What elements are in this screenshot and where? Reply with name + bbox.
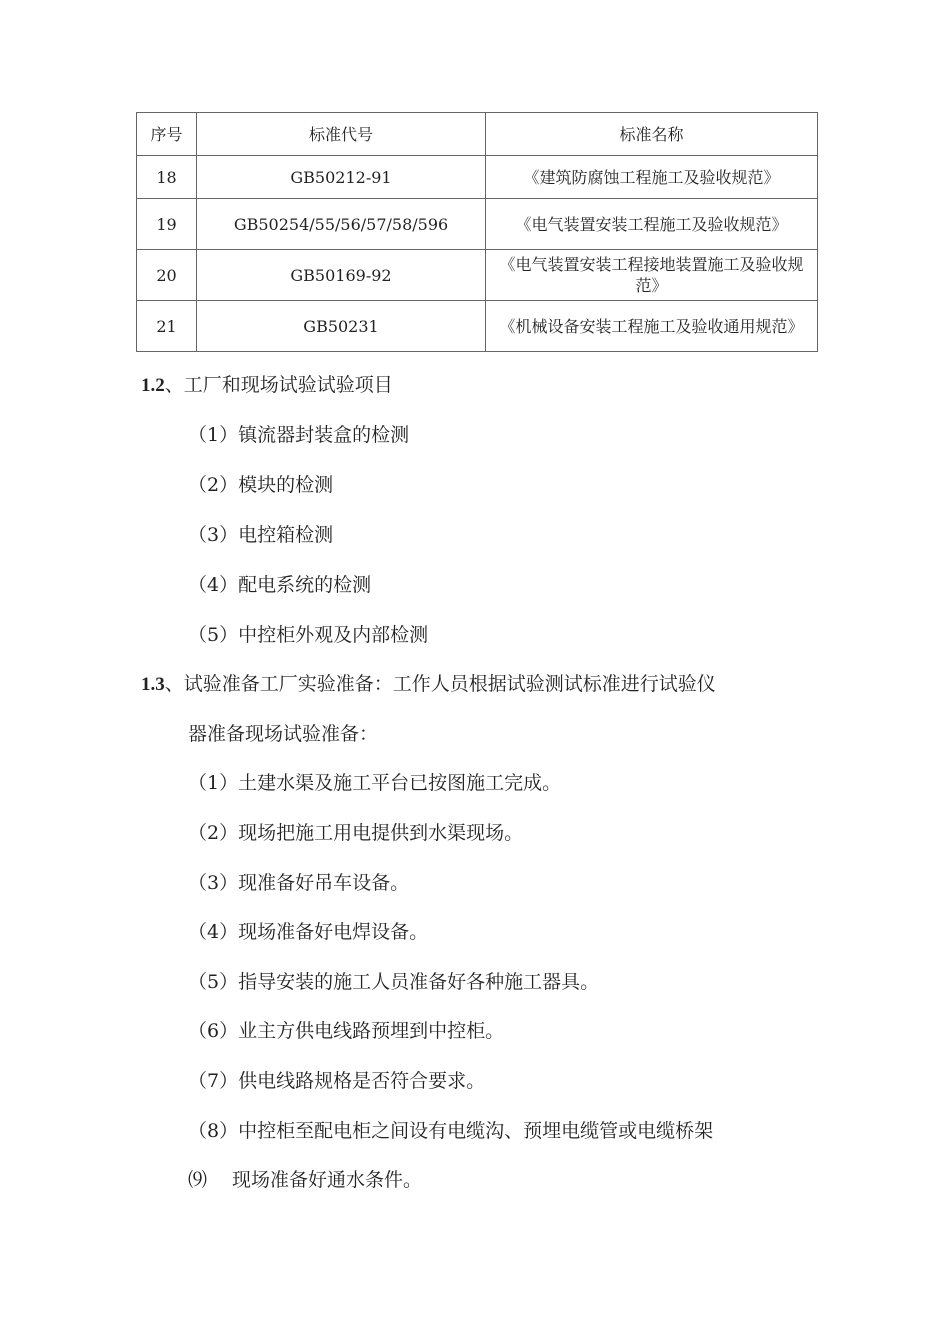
header-name: 标准名称 xyxy=(486,113,818,156)
section-1-3-heading xyxy=(141,671,716,698)
cell-name: 《机械设备安装工程施工及验收通用规范》 xyxy=(486,301,818,352)
section-title: 、试验准备工厂实验准备：工作人员根据试验测试标准进行试验仪 xyxy=(164,673,716,695)
section-title-continued: 器准备现场试验准备： xyxy=(188,723,379,745)
cell-code: GB50231 xyxy=(197,301,486,352)
cell-code: GB50254/55/56/57/58/596 xyxy=(197,199,486,250)
cell-serial: 19 xyxy=(137,199,197,250)
list-item: （4）配电系统的检测 xyxy=(188,574,372,596)
list-item: （3）电控箱检测 xyxy=(188,524,334,546)
table-header-row xyxy=(137,113,818,156)
table-row xyxy=(137,301,818,352)
cell-serial: 18 xyxy=(137,156,197,199)
list-item: ⑼ 现场准备好通水条件。 xyxy=(188,1169,423,1191)
header-serial: 序号 xyxy=(137,113,197,156)
list-item: （6）业主方供电线路预埋到中控柜。 xyxy=(188,1020,505,1042)
list-item: （5）指导安装的施工人员准备好各种施工器具。 xyxy=(188,971,600,993)
header-code: 标准代号 xyxy=(197,113,486,156)
section-number: 1.3 xyxy=(141,674,165,695)
cell-name: 《建筑防腐蚀工程施工及验收规范》 xyxy=(486,156,818,199)
section-number: 1.2 xyxy=(141,375,165,396)
list-item: （2）现场把施工用电提供到水渠现场。 xyxy=(188,822,524,844)
list-item: （5）中控柜外观及内部检测 xyxy=(188,624,429,646)
list-item: （1）镇流器封装盒的检测 xyxy=(188,424,410,446)
cell-serial: 20 xyxy=(137,250,197,301)
section-title: 、工厂和现场试验试验项目 xyxy=(164,374,393,396)
cell-code: GB50169-92 xyxy=(197,250,486,301)
list-item: （3）现准备好吊车设备。 xyxy=(188,872,410,894)
list-item: （1）土建水渠及施工平台已按图施工完成。 xyxy=(188,772,562,794)
list-item: （8）中控柜至配电柜之间设有电缆沟、预埋电缆管或电缆桥架 xyxy=(188,1120,714,1142)
cell-name: 《电气装置安装工程接地装置施工及验收规范》 xyxy=(486,250,818,301)
list-item: （4）现场准备好电焊设备。 xyxy=(188,921,429,943)
cell-code: GB50212-91 xyxy=(197,156,486,199)
table-row xyxy=(137,199,818,250)
section-1-2-heading xyxy=(141,372,393,399)
cell-serial: 21 xyxy=(137,301,197,352)
table-row xyxy=(137,156,818,199)
cell-name: 《电气装置安装工程施工及验收规范》 xyxy=(486,199,818,250)
table-row xyxy=(137,250,818,301)
standards-table xyxy=(136,112,818,352)
list-item: （7）供电线路规格是否符合要求。 xyxy=(188,1070,486,1092)
list-item: （2）模块的检测 xyxy=(188,474,334,496)
